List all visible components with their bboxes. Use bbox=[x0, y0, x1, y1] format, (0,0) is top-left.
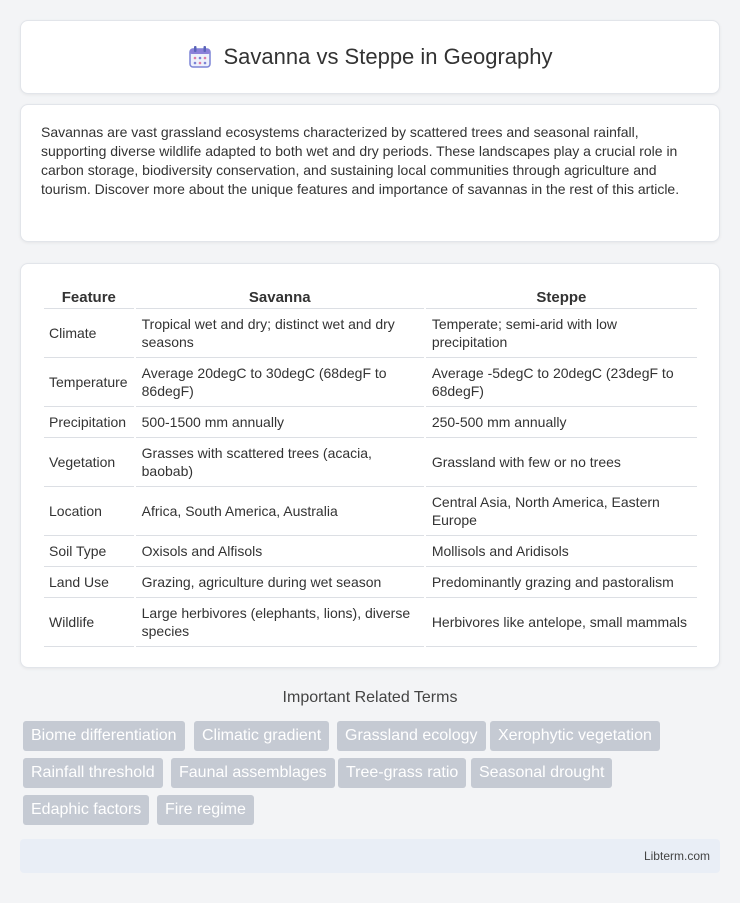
feature-cell: Wildlife bbox=[44, 598, 134, 647]
savanna-cell: Grasses with scattered trees (acacia, baobab) bbox=[136, 438, 424, 487]
table-row bbox=[44, 487, 697, 536]
steppe-cell: Grassland with few or no trees bbox=[426, 438, 697, 487]
steppe-cell: 250-500 mm annually bbox=[426, 407, 697, 438]
term-tag[interactable]: Tree-grass ratio bbox=[338, 758, 466, 788]
steppe-cell: Temperate; semi-arid with low precipitation bbox=[426, 309, 697, 358]
table-row bbox=[44, 567, 697, 598]
table-row bbox=[44, 536, 697, 567]
header-savanna: Savanna bbox=[136, 286, 424, 309]
comparison-table-card bbox=[20, 263, 720, 668]
page-title: Savanna vs Steppe in Geography bbox=[223, 44, 553, 69]
related-terms-title: Important Related Terms bbox=[282, 689, 458, 706]
header-steppe: Steppe bbox=[426, 286, 697, 309]
savanna-cell: Tropical wet and dry; distinct wet and dry seasons bbox=[136, 309, 424, 358]
table-row bbox=[44, 407, 697, 438]
term-tag[interactable]: Grassland ecology bbox=[337, 721, 486, 751]
table-row bbox=[44, 309, 697, 358]
feature-cell: Climate bbox=[44, 309, 134, 358]
savanna-cell: Oxisols and Alfisols bbox=[136, 536, 424, 567]
calendar-icon bbox=[187, 44, 213, 70]
comparison-table bbox=[42, 286, 699, 647]
term-tag[interactable]: Fire regime bbox=[157, 795, 254, 825]
footer-link[interactable]: Libterm.com bbox=[643, 849, 710, 863]
feature-cell: Location bbox=[44, 487, 134, 536]
feature-cell: Precipitation bbox=[44, 407, 134, 438]
savanna-cell: Africa, South America, Australia bbox=[136, 487, 424, 536]
savanna-cell: Grazing, agriculture during wet season bbox=[136, 567, 424, 598]
term-tag[interactable]: Edaphic factors bbox=[23, 795, 149, 825]
table-row bbox=[44, 438, 697, 487]
feature-cell: Land Use bbox=[44, 567, 134, 598]
table-row bbox=[44, 598, 697, 647]
footer bbox=[20, 839, 720, 873]
header-feature: Feature bbox=[44, 286, 134, 309]
term-tag[interactable]: Climatic gradient bbox=[194, 721, 329, 751]
feature-cell: Vegetation bbox=[44, 438, 134, 487]
savanna-cell: 500-1500 mm annually bbox=[136, 407, 424, 438]
term-tag[interactable]: Rainfall threshold bbox=[23, 758, 163, 788]
term-tag[interactable]: Seasonal drought bbox=[471, 758, 612, 788]
table-row bbox=[44, 358, 697, 407]
steppe-cell: Average -5degC to 20degC (23degF to 68degF) bbox=[426, 358, 697, 407]
steppe-cell: Herbivores like antelope, small mammals bbox=[426, 598, 697, 647]
savanna-cell: Large herbivores (elephants, lions), diverse species bbox=[136, 598, 424, 647]
feature-cell: Temperature bbox=[44, 358, 134, 407]
steppe-cell: Mollisols and Aridisols bbox=[426, 536, 697, 567]
steppe-cell: Predominantly grazing and pastoralism bbox=[426, 567, 697, 598]
intro-text: Savannas are vast grassland ecosystems characterized by scattered trees and seasonal rainfall, supporting diverse wildlife adapted to both wet and dry periods. These landscapes play a crucial role in carbon storage, biodiversity conservation, and sustaining local communities through agriculture and tourism. Discover more about the unique features and importance of savannas in the rest of this article. bbox=[41, 124, 680, 197]
intro-card bbox=[20, 104, 720, 242]
term-tag[interactable]: Faunal assemblages bbox=[171, 758, 335, 788]
title-card bbox=[20, 20, 720, 94]
feature-cell: Soil Type bbox=[44, 536, 134, 567]
term-tag[interactable]: Biome differentiation bbox=[23, 721, 185, 751]
table-header-row bbox=[44, 286, 697, 309]
steppe-cell: Central Asia, North America, Eastern Europe bbox=[426, 487, 697, 536]
term-tag[interactable]: Xerophytic vegetation bbox=[490, 721, 660, 751]
savanna-cell: Average 20degC to 30degC (68degF to 86degF) bbox=[136, 358, 424, 407]
